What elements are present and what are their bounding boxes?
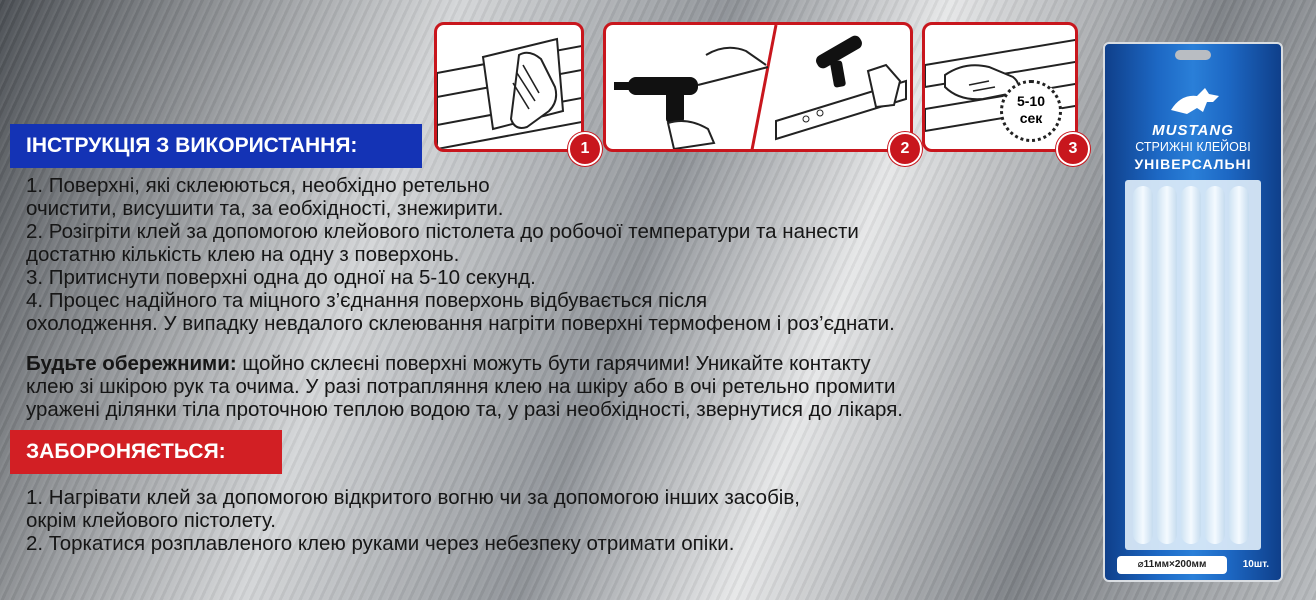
instruction-line: 4. Процес надійного та міцного з’єднання поверхонь відбувається після <box>26 289 708 312</box>
glue-stick <box>1229 186 1249 544</box>
forbidden-line: 1. Нагрівати клей за допомогою відкритого вогню чи за допомогою інших засобів, <box>26 486 800 509</box>
step-1-illustration <box>434 22 584 152</box>
glue-stick <box>1181 186 1201 544</box>
warning-label: Будьте обережними: <box>26 352 237 375</box>
product-package-image <box>1103 42 1283 582</box>
product-quantity: 10шт. <box>1242 559 1269 570</box>
glue-stick <box>1205 186 1225 544</box>
timer-icon <box>1000 80 1062 142</box>
instruction-line: достатню кількість клею на одну з поверхонь. <box>26 243 460 266</box>
hang-hole <box>1175 50 1211 60</box>
instruction-line: 2. Розігріти клей за допомогою клейового пістолета до робочої температури та нанести <box>26 220 859 243</box>
instructions-text <box>26 174 895 335</box>
step-badge-3: 3 <box>1056 132 1090 166</box>
timer-unit: сек <box>1019 110 1043 126</box>
instruction-line: охолодження. У випадку невдалого склеювання нагріти поверхні термофеном і роз’єднати. <box>26 312 895 335</box>
wipe-surface-icon <box>437 25 584 152</box>
warning-line: Будьте обережними: щойно склеєні поверхні можуть бути гарячими! Уникайте контакту <box>26 352 871 375</box>
instructions-heading: ІНСТРУКЦІЯ З ВИКОРИСТАННЯ: <box>10 124 422 168</box>
product-name-line1: СТРИЖНІ КЛЕЙОВІ <box>1135 140 1251 154</box>
step-2-illustration <box>603 22 913 152</box>
timer-value: 5-10 <box>1016 93 1046 109</box>
step-badge-1: 1 <box>568 132 602 166</box>
horse-logo-icon <box>1165 84 1225 120</box>
warning-text <box>26 352 903 421</box>
instruction-line: 3. Притиснути поверхні одна до одної на 5-10 секунд. <box>26 266 536 289</box>
forbidden-line: окрім клейового пістолету. <box>26 509 276 532</box>
glue-sticks <box>1125 180 1261 550</box>
warning-line: клею зі шкірою рук та очима. У разі потрапляння клею на шкіру або в очі ретельно промити <box>26 375 896 398</box>
forbidden-text <box>26 486 800 555</box>
glue-gun-icon <box>606 25 913 152</box>
forbidden-line: 2. Торкатися розплавленого клею руками через небезпеку отримати опіки. <box>26 532 735 555</box>
warning-line: уражені ділянки тіла проточною теплою водою та, у разі необхідності, звернутися до лікаря. <box>26 398 903 421</box>
product-name-line2: УНІВЕРСАЛЬНІ <box>1134 156 1252 172</box>
step-3-illustration <box>922 22 1078 152</box>
glue-stick <box>1133 186 1153 544</box>
instruction-line: очистити, висушити та, за еобхідності, знежирити. <box>26 197 504 220</box>
product-size: ⌀11мм×200мм <box>1117 556 1227 574</box>
brand-name: MUSTANG <box>1152 122 1234 139</box>
press-surfaces-icon <box>925 25 1078 152</box>
forbidden-heading: ЗАБОРОНЯЄТЬСЯ: <box>10 430 282 474</box>
instruction-line: 1. Поверхні, які склеюються, необхідно ретельно <box>26 174 490 197</box>
step-badge-2: 2 <box>888 132 922 166</box>
glue-stick <box>1157 186 1177 544</box>
